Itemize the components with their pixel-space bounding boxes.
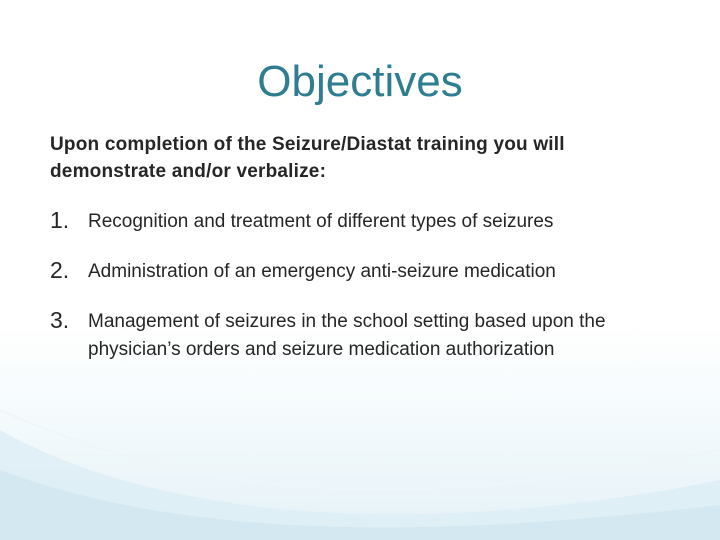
intro-text: Upon completion of the Seizure/Diastat training you will demonstrate and/or verbalize: — [50, 134, 565, 182]
objective-number: 3. — [50, 307, 70, 333]
objective-text: Management of seizures in the school setting based upon the physician’s orders and seizure medication authorization — [88, 311, 606, 360]
objective-item — [50, 208, 670, 236]
objectives-list — [50, 208, 670, 386]
objective-item — [50, 308, 670, 364]
objective-number: 2. — [50, 257, 70, 283]
objective-item — [50, 258, 670, 286]
slide-title: Objectives — [257, 57, 463, 106]
objective-text: Administration of an emergency anti-seizure medication — [88, 261, 556, 282]
objective-number: 1. — [50, 207, 70, 233]
objective-text: Recognition and treatment of different types of seizures — [88, 211, 554, 232]
decorative-wave-background — [0, 370, 720, 540]
